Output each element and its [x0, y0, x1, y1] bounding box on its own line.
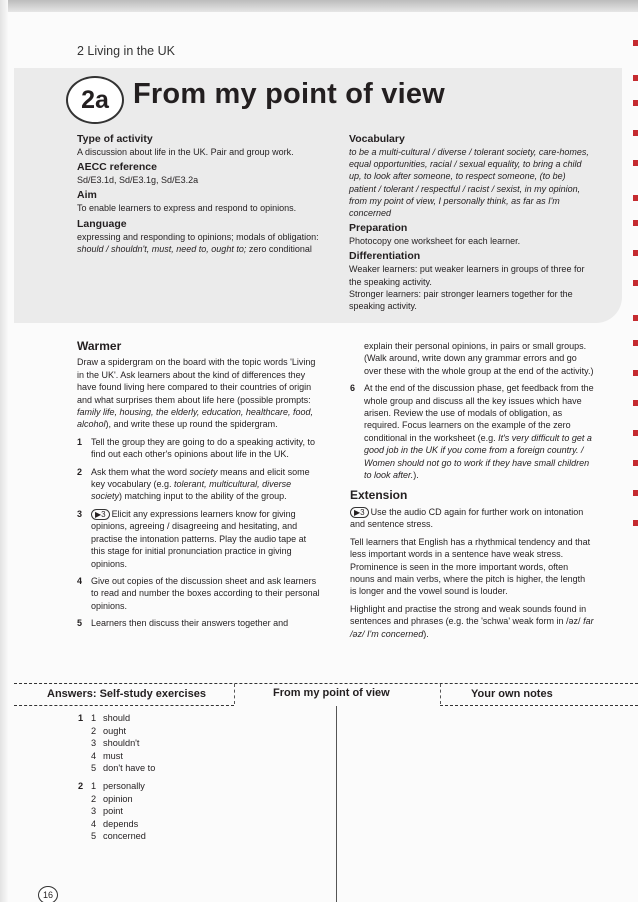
edge-mark: [633, 400, 638, 406]
audio-track-icon: ▶3: [350, 507, 369, 518]
notes-heading: Your own notes: [471, 688, 553, 700]
info-left-column: [77, 130, 332, 255]
extension-text-1: ▶3 Use the audio CD again for further work on intonation and sentence stress.: [350, 506, 584, 530]
worksheet-heading: From my point of view: [273, 687, 390, 699]
edge-mark: [633, 100, 638, 106]
type-text: A discussion about life in the UK. Pair and group work.: [77, 147, 294, 157]
notes-heading-rule: [440, 705, 638, 706]
edge-mark: [633, 430, 638, 436]
warmer-step: 3 ▶3 Elicit any expressions learners know for giving opinions, agreeing / disagreeing and hesitating, and practise the intonation patterns. Play the audio tape at this stage for initial pronunciation practice in giving opinions.: [77, 508, 307, 569]
answer-item: 4 depends: [91, 818, 139, 829]
lesson-title: From my point of view: [133, 78, 445, 110]
warmer-step: 2 Ask them what the word society means and elicit some key vocabulary (e.g. tolerant, multicultural, diverse society) matching input to the ability of the group.: [77, 466, 310, 502]
info-right-column: [349, 130, 589, 312]
warmer-intro: Draw a spidergram on the board with the topic words 'Living in the UK'. Ask learners about the kind of differences they have found living here compared to their countries of origin and what surprises them about life here (possible prompts: family life, housing, the elderly, education, healthcare, food, alcohol), and write these up round the spidergram.: [77, 357, 316, 430]
diff-text-stronger: Stronger learners: pair stronger learners together for the speaking activity.: [349, 288, 573, 312]
aim-text: To enable learners to express and respond to opinions.: [77, 203, 297, 214]
warmer-step: 5 Learners then discuss their answers together and: [77, 618, 289, 629]
answer-item: 1 personally: [91, 780, 145, 791]
answers-heading-divider: [234, 684, 235, 704]
warmer-heading: Warmer: [77, 339, 122, 353]
vocab-text: to be a multi-cultural / diverse / tolerant society, care-homes, equal opportunities, racial / sexual equality, to bring a child up, to look after someone, to respect someone, (to be) patient / tolerant / respectful / racist / sexist, in my opinion, from my point of view, I personally think, as far as I'm concerned: [349, 147, 589, 219]
answer-item: 5 concerned: [91, 831, 146, 842]
answer-item: 2 ought: [91, 725, 126, 736]
step5-continued: explain their personal opinions, in pairs or small groups. (Walk around, write down any grammar errors and go over these with the whole group at the end of the activity.): [364, 341, 594, 376]
top-shadow-strip: [0, 0, 638, 12]
edge-mark: [633, 40, 638, 46]
warmer-step: 4 Give out copies of the discussion sheet and ask learners to read and number the boxes according to their personal opinions.: [77, 575, 320, 611]
footer-top-dashed-rule: [14, 683, 638, 684]
warmer-step: 1 Tell the group they are going to do a speaking activity, to find out each other's opinions about life in the UK.: [77, 436, 315, 460]
edge-mark: [633, 340, 638, 346]
answer-item: 5 don't have to: [91, 763, 156, 774]
warmer-column: [77, 340, 321, 635]
answer-item: 1 should: [91, 713, 131, 723]
answer-group: 2 1 personally 2 opinion 3 point 4 depends 5 concerned: [78, 780, 146, 842]
edge-mark: [633, 130, 638, 136]
footer-column-divider: [336, 706, 337, 902]
type-heading: Type of activity: [77, 133, 153, 145]
diff-heading: Differentiation: [349, 250, 421, 263]
edge-mark: [633, 370, 638, 376]
edge-mark: [633, 520, 638, 526]
warmer-step: 6 At the end of the discussion phase, get feedback from the whole group and discuss all the key issues which have arisen. Review the use of modals of obligation, as required. Focus learners on the example of the zero conditional in the worksheet (e.g. It's very difficult to get a good job in the UK if you come from a foreign country. / Women should not go to work if they have small children to look after.).: [350, 383, 594, 481]
binding-edge: [0, 0, 8, 902]
notes-heading-divider: [440, 684, 441, 704]
edge-mark: [633, 220, 638, 226]
unit-label: 2 Living in the UK: [77, 44, 175, 58]
answers-heading: Answers: Self-study exercises: [47, 688, 206, 700]
prep-text: Photocopy one worksheet for each learner.: [349, 236, 521, 247]
answer-item: 3 point: [91, 806, 123, 817]
answer-item: 4 must: [91, 750, 123, 761]
edge-mark: [633, 315, 638, 321]
procedure-right-column: [350, 340, 594, 645]
aecc-heading: AECC reference: [77, 161, 157, 174]
edge-mark: [633, 460, 638, 466]
edge-thumb-marks: [632, 30, 638, 550]
edge-mark: [633, 250, 638, 256]
aim-heading: Aim: [77, 189, 97, 202]
answers-heading-rule: [14, 705, 234, 706]
prep-heading: Preparation: [349, 222, 408, 235]
vocab-heading: Vocabulary: [349, 133, 405, 145]
extension-text-2: Tell learners that English has a rhythmical tendency and that less important words in a sentence have weak stress. Prominence is seen in the more important words, often nouns and main verbs, where the pitch is higher, the length is longer and the vowel sound is louder.: [350, 536, 591, 597]
language-text: expressing and responding to opinions; modals of obligation: should / shouldn't, must, need to, ought to; zero conditional: [77, 231, 319, 254]
edge-mark: [633, 280, 638, 286]
edge-mark: [633, 195, 638, 201]
language-heading: Language: [77, 217, 127, 230]
answer-key: [78, 712, 155, 848]
page-number: 16: [38, 886, 58, 902]
lesson-badge: 2a: [66, 76, 124, 124]
answer-group: 1 1 should 2 ought 3 shouldn't 4 must 5 don't have to: [78, 713, 156, 774]
diff-text-weaker: Weaker learners: put weaker learners in groups of three for the speaking activity.: [349, 264, 585, 287]
extension-heading: Extension: [350, 488, 408, 503]
edge-mark: [633, 490, 638, 496]
aecc-text: Sd/E3.1d, Sd/E3.1g, Sd/E3.2a: [77, 175, 199, 186]
extension-text-3: Highlight and practise the strong and weak sounds found in sentences and phrases (e.g. the 'schwa' weak form in /əz/ far /əz/ I'm concerned).: [350, 603, 594, 639]
edge-mark: [633, 160, 638, 166]
edge-mark: [633, 75, 638, 81]
audio-track-icon: ▶3: [91, 509, 110, 520]
answer-item: 3 shouldn't: [91, 738, 140, 749]
answer-item: 2 opinion: [91, 793, 133, 804]
